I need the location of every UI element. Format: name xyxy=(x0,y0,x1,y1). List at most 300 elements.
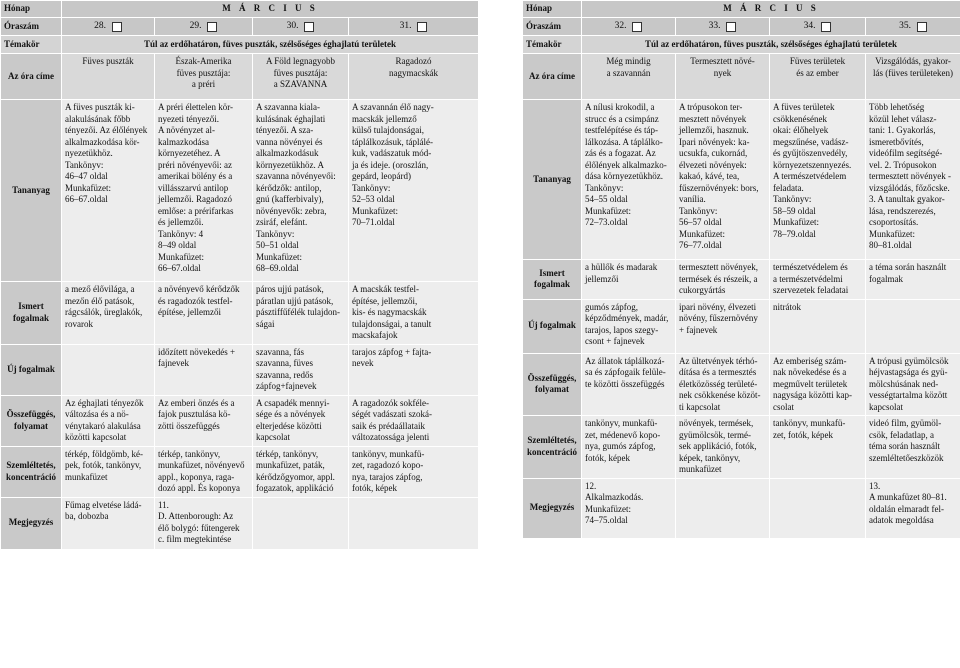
ismert-cell xyxy=(155,282,253,345)
cell-line: vességtartalma között xyxy=(869,390,948,400)
cell-line: villásszarvú antilop xyxy=(158,182,229,193)
szemleltetes-cell xyxy=(62,446,155,497)
cell-line: ucsukfa, cukornád, xyxy=(679,148,748,158)
cell-line: zás és a fogazat. Az xyxy=(585,148,656,158)
cell-line: Munkafüzet: xyxy=(869,228,915,239)
week-cell xyxy=(770,18,866,36)
cell-line: kulásának éghajlati xyxy=(256,113,326,124)
cell-line: fotók, képek xyxy=(352,483,397,493)
szemleltetes-cell xyxy=(155,446,253,497)
megjegyzes-cell xyxy=(253,497,349,549)
megjegyzes-cell xyxy=(349,497,479,549)
uj-cell xyxy=(582,299,676,353)
cell-line: képek, tankönyv, xyxy=(679,452,741,463)
osszefugges-cell xyxy=(582,353,676,416)
cell-line: Munkafüzet: xyxy=(352,205,398,216)
cell-line: Vizsgálódás, gyakor- xyxy=(875,56,951,66)
cell-line: környezetükhöz. A xyxy=(256,159,324,170)
cell-line: gepárd, leopárd) xyxy=(352,171,411,181)
cell-line: Tankönyv: xyxy=(679,205,718,216)
week-cell xyxy=(676,18,770,36)
ismert-cell xyxy=(866,260,960,300)
cell-line: fotók, képek xyxy=(585,452,630,463)
cell-line: alkalmazkodásuk xyxy=(256,148,319,158)
title-row-label: Az óra címe xyxy=(523,54,582,100)
cell-line: + fajnevek xyxy=(679,324,718,335)
cell-line: sa és zápfogaik felüle- xyxy=(585,367,666,377)
topic-row-label: Témakör xyxy=(523,36,582,54)
cell-line: a hüllők és madarak xyxy=(585,262,658,272)
tananyag-cell xyxy=(253,100,349,282)
cell-line: Az éghajlati tényezők xyxy=(65,397,144,408)
cell-line: tankönyv, munkafü- xyxy=(773,418,846,428)
cell-line: rovarok xyxy=(65,318,93,329)
cell-line: jellemzői xyxy=(585,273,619,284)
ismert-cell xyxy=(676,260,770,300)
cell-line: kuk, vadászatuk mód- xyxy=(352,148,432,158)
cell-line: lása, rendszerezés, xyxy=(869,205,936,216)
topic-title: Túl az erdőhatáron, füves puszták, szélsőséges éghajlatú területek xyxy=(62,36,479,54)
cell-line: csoportosítás. xyxy=(869,217,919,227)
week-number: 31. xyxy=(399,20,412,31)
cell-line: Az emberi önzés és a xyxy=(158,397,235,408)
lesson-title xyxy=(770,54,866,100)
szemleltetes-cell xyxy=(582,416,676,479)
megjegyzes-cell xyxy=(866,478,960,538)
cell-line: élvezeti növények: xyxy=(679,159,747,170)
cell-line: strucc és a csimpánz xyxy=(585,113,659,124)
cell-line: Tankönyv: xyxy=(65,159,104,170)
checkbox[interactable] xyxy=(726,22,736,32)
cell-line: préri növényevői: az xyxy=(158,159,232,170)
cell-line: változatossága jelenti xyxy=(352,432,430,442)
cell-line: növények, termések, xyxy=(679,418,754,428)
cell-line: szavanna, füves xyxy=(256,358,313,368)
cell-line: a mező élővilága, a xyxy=(65,284,135,294)
cell-line: ba, dobozba xyxy=(65,511,109,521)
cell-line: 58–59 oldal xyxy=(773,205,816,216)
megjegyzes-row-label: Megjegyzés xyxy=(1,497,62,549)
cell-line: tulajdonságai, a tanult xyxy=(352,318,432,329)
cell-line: nagymacskák xyxy=(389,67,438,78)
cell-line: testfelépítése és táp- xyxy=(585,125,658,135)
cell-line: zet, médenevő kopo- xyxy=(585,429,661,440)
cell-line: A füves puszták ki- xyxy=(65,102,135,112)
cell-line: saik és prédaállataik xyxy=(352,420,425,431)
cell-line: gnú (kafferbivaly), xyxy=(256,194,324,204)
cell-line: csök, feladatlap, a xyxy=(869,429,934,440)
cell-line: videó film, gyümöl- xyxy=(869,418,942,428)
cell-line: Tankönyv: 4 xyxy=(158,228,204,239)
cell-line: 46–47 oldal xyxy=(65,171,108,181)
cell-line: Füves területek xyxy=(789,56,846,66)
cell-line: A növényzet al- xyxy=(158,125,215,135)
cell-line: csont + fajnevek xyxy=(585,336,645,346)
cell-line: fűszernövények: bors, xyxy=(679,182,759,193)
megjegyzes-cell xyxy=(155,497,253,549)
cell-line: jellemzői. Ragadozó xyxy=(158,194,232,204)
cell-line: Alkalmazkodás. xyxy=(585,492,644,502)
szemleltetes-cell xyxy=(866,416,960,479)
week-row-label: Óraszám xyxy=(523,18,582,36)
cell-line: nya, gumós zápfog, xyxy=(585,441,656,451)
uj-cell xyxy=(866,299,960,353)
cell-line: Munkafüzet: xyxy=(679,228,725,239)
megjegyzes-row-label: Megjegyzés xyxy=(523,478,582,538)
tananyag-cell xyxy=(676,100,770,260)
cell-line: gyümölcsök, termé- xyxy=(679,429,751,440)
cell-line: időzített növekedés + xyxy=(158,346,236,357)
cell-line: lás (füves területeken) xyxy=(873,67,953,78)
cell-line: termesztett növények - xyxy=(869,171,951,181)
cell-line: A préri élettelen kör- xyxy=(158,102,234,112)
week-number: 30. xyxy=(286,20,299,31)
cell-line: dozó appl. És koponya xyxy=(158,483,240,493)
megjegyzes-cell xyxy=(62,497,155,549)
week-number: 28. xyxy=(94,20,106,31)
week-number: 33. xyxy=(708,20,721,31)
osszefugges-cell xyxy=(155,395,253,446)
tananyag-cell xyxy=(770,100,866,260)
week-number: 32. xyxy=(614,20,627,31)
cell-line: a SZAVANNA xyxy=(273,79,328,89)
cell-line: nek csökkenése közöt- xyxy=(679,390,761,400)
cell-line: kis- és nagymacskák xyxy=(352,307,427,317)
cell-line: A természetvédelem xyxy=(773,171,847,181)
cell-line: 78–79.oldal xyxy=(773,228,816,239)
cell-line: tarajos, lapos szegy- xyxy=(585,324,659,335)
cell-line: táplálkozásuk, táplálé- xyxy=(352,136,433,147)
cell-line: A füves területek xyxy=(773,102,835,112)
cell-line: A trópusi gyümölcsök xyxy=(869,355,949,366)
cell-line: térkép, földgömb, ké- xyxy=(65,448,143,459)
cell-line: A Föld legnagyobb xyxy=(266,56,335,66)
cell-line: macskák jellemző xyxy=(352,113,417,124)
lesson-title xyxy=(582,54,676,100)
osszefugges-cell xyxy=(62,395,155,446)
cell-line: kapcsolat xyxy=(256,432,290,442)
cell-line: amerikai bölény és a xyxy=(158,171,233,181)
cell-line: vel. 2. Trópusokon xyxy=(869,159,937,170)
cell-line: 66–67.oldal xyxy=(65,194,108,204)
checkbox[interactable] xyxy=(632,22,642,32)
osszefugges-cell xyxy=(349,395,479,446)
cell-line: munkafüzet xyxy=(679,464,722,474)
szemleltetes-cell xyxy=(676,416,770,479)
szemleltetes-row-label: Szemléltetés, koncentráció xyxy=(1,446,62,497)
cell-line: Munkafüzet: xyxy=(158,251,204,262)
cell-line: feladata. xyxy=(773,182,804,193)
uj-cell xyxy=(62,344,155,395)
cell-line: oldalán elmaradt fel- xyxy=(869,503,944,514)
cell-line: nagysága közötti kap- xyxy=(773,390,852,400)
cell-line: appl., koponya, raga- xyxy=(158,471,235,482)
cell-line: alakulásának főbb xyxy=(65,113,131,124)
cell-line: környezetéhez. A xyxy=(158,148,221,158)
osszefugges-row-label: Összefüggés, folyamat xyxy=(523,353,582,416)
cell-line: természetvédelem és xyxy=(773,262,848,272)
cell-line: Tankönyv: xyxy=(585,182,624,193)
cell-line: 66–67.oldal xyxy=(158,263,201,273)
cell-line: páros ujjú patások, xyxy=(256,284,324,294)
cell-line: tani: 1. Gyakorlás, xyxy=(869,125,936,135)
title-row-label: Az óra címe xyxy=(1,54,62,100)
checkbox[interactable] xyxy=(112,22,122,32)
lesson-title xyxy=(62,54,155,100)
cell-line: a szavannán xyxy=(606,67,651,78)
cell-line: Még mindig xyxy=(606,56,651,66)
cell-line: Füves puszták xyxy=(82,56,134,66)
tananyag-cell xyxy=(349,100,479,282)
week-cell xyxy=(155,18,253,36)
cell-line: szervezetek feladatai xyxy=(773,285,849,295)
cell-line: mölcshúsának ned- xyxy=(869,378,939,389)
cell-line: A szavanna kiala- xyxy=(256,102,320,112)
cell-line: nitrátok xyxy=(773,301,801,312)
lesson-title xyxy=(676,54,770,100)
cell-line: Munkafüzet: xyxy=(65,182,111,193)
cell-line: mesztett növények xyxy=(679,113,747,124)
cell-line: nya, tarajos zápfog, xyxy=(352,471,423,482)
cell-line: dása környezetükhöz. xyxy=(585,171,663,181)
ismert-row-label: Ismert fogalmak xyxy=(1,282,62,345)
uj-cell xyxy=(155,344,253,395)
megjegyzes-cell xyxy=(582,478,676,538)
cell-line: videófilm segítségé- xyxy=(869,148,943,158)
cell-line: zötti összefüggés xyxy=(158,420,220,431)
cell-line: rágcsálók, üreglakók, xyxy=(65,307,143,317)
cell-line: nevek xyxy=(352,358,374,368)
cell-line: 56–57 oldal xyxy=(679,217,722,227)
week-cell xyxy=(253,18,349,36)
cell-line: közül lehet válasz- xyxy=(869,113,937,124)
week-number: 34. xyxy=(803,20,816,31)
cell-line: termesztett növények, xyxy=(679,262,758,272)
cell-line: változása és a nö- xyxy=(65,409,129,419)
uj-row-label: Új fogalmak xyxy=(1,344,62,395)
cell-line: és gyűjtöszenvedély, xyxy=(773,148,848,158)
szemleltetes-cell xyxy=(349,446,479,497)
cell-line: növényevők: zebra, xyxy=(256,205,327,216)
cell-line: A ragadozók sokféle- xyxy=(352,397,429,408)
cell-line: 74–75.oldal xyxy=(585,515,628,525)
cell-line: 54–55 oldal xyxy=(585,194,628,204)
cell-line: kérődzők: antilop, xyxy=(256,182,322,193)
cell-line: tényezői. A sza- xyxy=(256,125,314,135)
cell-line: a természetvédelmi xyxy=(773,273,843,284)
cell-line: és az ember xyxy=(796,67,839,78)
cell-line: 68–69.oldal xyxy=(256,263,299,273)
cell-line: tankönyv, munkafü- xyxy=(585,418,658,428)
tananyag-cell xyxy=(582,100,676,260)
cell-line: te közötti összefüggés xyxy=(585,378,665,389)
cell-line: héjvastagsága és gyü- xyxy=(869,367,948,377)
cell-line: nyezeti tényezői. xyxy=(158,113,219,124)
cell-line: 80–81.oldal xyxy=(869,240,912,250)
week-cell xyxy=(866,18,960,36)
cell-line: nyek xyxy=(713,67,732,78)
week-number: 29. xyxy=(189,20,202,31)
uj-cell xyxy=(676,299,770,353)
week-cell xyxy=(582,18,676,36)
cell-line: tényezői. Az élőlények xyxy=(65,125,148,135)
cell-line: szavanna, redős xyxy=(256,369,313,380)
cell-line: 11. xyxy=(158,499,169,510)
cell-line: fajok pusztulása kö- xyxy=(158,409,231,419)
cell-line: páratlan ujjú patások, xyxy=(256,295,334,306)
cell-line: a téma során használt xyxy=(869,262,947,272)
tananyag-cell xyxy=(62,100,155,282)
cell-line: a növényevő kérődzők xyxy=(158,284,240,294)
cell-line: ti kapcsolat xyxy=(679,401,721,412)
cell-line: kapcsolat xyxy=(869,401,903,412)
cell-line: Munkafüzet: xyxy=(773,217,819,227)
uj-cell xyxy=(770,299,866,353)
osszefugges-cell xyxy=(676,353,770,416)
cell-line: zet, fotók, képek xyxy=(773,429,833,440)
lesson-title xyxy=(155,54,253,100)
tananyag-cell xyxy=(155,100,253,282)
cell-line: pek, fotók, tankönyv, xyxy=(65,460,142,470)
ismert-cell xyxy=(770,260,866,300)
tananyag-row-label: Tananyag xyxy=(1,100,62,282)
cell-line: 70–71.oldal xyxy=(352,217,395,227)
cell-line: pásztiffűfélék tulajdon- xyxy=(256,307,341,317)
cell-line: Fűmag elvetése ládá- xyxy=(65,499,142,510)
ismert-cell xyxy=(349,282,479,345)
ismert-row-label: Ismert fogalmak xyxy=(523,260,582,300)
cell-line: A munkafüzet 80–81. xyxy=(869,492,947,502)
megjegyzes-cell xyxy=(676,478,770,538)
cell-line: termések és részeik, a xyxy=(679,273,758,284)
month-row-label: Hónap xyxy=(523,1,582,18)
cell-line: ipari növény, élvezeti xyxy=(679,301,757,312)
cell-line: ságai xyxy=(256,318,275,329)
cell-line: külső tulajdonságai, xyxy=(352,125,424,135)
cell-line: Tankönyv: xyxy=(352,182,391,193)
cell-line: sége és a növények xyxy=(256,409,326,419)
cell-line: Ipari növények: ka- xyxy=(679,136,750,147)
cell-line: megművelt területek xyxy=(773,378,848,389)
cell-line: Termesztett növé- xyxy=(690,56,755,66)
osszefugges-cell xyxy=(253,395,349,446)
ismert-cell xyxy=(582,260,676,300)
lesson-plan-table-right xyxy=(522,0,960,539)
topic-title: Túl az erdőhatáron, füves puszták, szélsőséges éghajlatú területek xyxy=(582,36,960,54)
cell-line: adatok megoldása xyxy=(869,515,934,525)
cell-line: dítása és a termesztés xyxy=(679,367,757,377)
cell-line: A csapadék mennyi- xyxy=(256,397,330,408)
lesson-title xyxy=(866,54,960,100)
cell-line: A nílusi krokodil, a xyxy=(585,102,655,112)
checkbox[interactable] xyxy=(917,22,927,32)
cell-line: vénytakaró alakulása xyxy=(65,420,141,431)
week-cell xyxy=(349,18,479,36)
cell-line: ismeretbővítés, xyxy=(869,136,924,147)
cell-line: A szavannán élő nagy- xyxy=(352,102,434,112)
cell-line: nyezetükhöz. xyxy=(65,148,113,158)
cell-line: 8–49 oldal xyxy=(158,240,197,250)
checkbox[interactable] xyxy=(304,22,314,32)
checkbox[interactable] xyxy=(821,22,831,32)
cell-line: gumós zápfog, xyxy=(585,301,638,312)
uj-cell xyxy=(349,344,479,395)
cell-line: vanna növényei és xyxy=(256,136,323,147)
cell-line: térkép, tankönyv, xyxy=(256,448,319,459)
cell-line: 3. A tanultak gyakor- xyxy=(869,194,945,204)
cell-line: ja és ideje. (oroszlán, xyxy=(352,159,429,170)
cell-line: zsiráf, elefánt. xyxy=(256,217,308,227)
cell-line: munkafüzet, növényevő xyxy=(158,460,245,470)
cell-line: D. Attenborough: Az xyxy=(158,511,234,521)
cell-line: építése, jellemzői, xyxy=(352,295,418,306)
ismert-cell xyxy=(253,282,349,345)
cell-line: Munkafüzet: xyxy=(585,205,631,216)
lesson-title xyxy=(253,54,349,100)
cell-line: 12. xyxy=(585,480,597,491)
week-row-label: Óraszám xyxy=(1,18,62,36)
checkbox[interactable] xyxy=(207,22,217,32)
cell-line: kakaó, kávé, tea, xyxy=(679,171,740,181)
cell-line: csökkenésének xyxy=(773,113,827,124)
cell-line: Az állatok táplálkozá- xyxy=(585,355,665,366)
osszefugges-row-label: Összefüggés, folyamat xyxy=(1,395,62,446)
cell-line: vanília. xyxy=(679,194,706,204)
cell-line: Több lehetőség xyxy=(869,102,925,112)
week-cell xyxy=(62,18,155,36)
cell-line: és ragadozók testfel- xyxy=(158,295,233,306)
month-name: M Á R C I U S xyxy=(582,1,960,18)
uj-cell xyxy=(253,344,349,395)
cell-line: munkafüzet xyxy=(65,471,108,482)
szemleltetes-cell xyxy=(770,416,866,479)
cell-line: ségét vadászati szoká- xyxy=(352,409,432,419)
topic-row-label: Témakör xyxy=(1,36,62,54)
cell-line: cukorgyártás xyxy=(679,285,726,295)
cell-line: vizsgálódás, főzőcske. xyxy=(869,182,950,193)
cell-line: Munkafüzet: xyxy=(256,251,302,262)
cell-line: növény, fűszernövény xyxy=(679,313,758,323)
week-number: 35. xyxy=(899,20,911,31)
cell-line: életközösség területé- xyxy=(679,378,758,389)
cell-line: lálkozása. A táplálko- xyxy=(585,136,663,147)
cell-line: A macskák testfel- xyxy=(352,284,419,294)
cell-line: 13. xyxy=(869,480,881,491)
cell-line: csolat xyxy=(773,401,794,412)
cell-line: emlőse: a prérifarkas xyxy=(158,205,234,216)
cell-line: Észak-Amerika xyxy=(175,56,232,66)
cell-line: környezetszennyezés. xyxy=(773,159,852,170)
cell-line: szemléltetőeszközök xyxy=(869,452,944,463)
cell-line: Ragadozó xyxy=(395,56,432,66)
checkbox[interactable] xyxy=(417,22,427,32)
cell-line: kalmazkodása xyxy=(158,136,209,147)
cell-line: 52–53 oldal xyxy=(352,194,395,204)
cell-line: építése, jellemzői xyxy=(158,307,221,317)
cell-line: nak növekedése és a xyxy=(773,367,847,377)
tananyag-row-label: Tananyag xyxy=(523,100,582,260)
cell-line: macskafajok xyxy=(352,330,398,340)
cell-line: elterjedése közötti xyxy=(256,420,322,431)
cell-line: képződmények, madár, xyxy=(585,313,669,323)
cell-line: téma során használt xyxy=(869,441,940,451)
osszefugges-cell xyxy=(770,353,866,416)
cell-line: és jellemzői. xyxy=(158,217,204,227)
lesson-plan-table-left xyxy=(0,0,479,550)
cell-line: élő bolygó: fűtengerek xyxy=(158,522,240,533)
cell-line: fogazatok, applikáció xyxy=(256,483,334,493)
cell-line: tarajos zápfog + fajta- xyxy=(352,346,432,357)
